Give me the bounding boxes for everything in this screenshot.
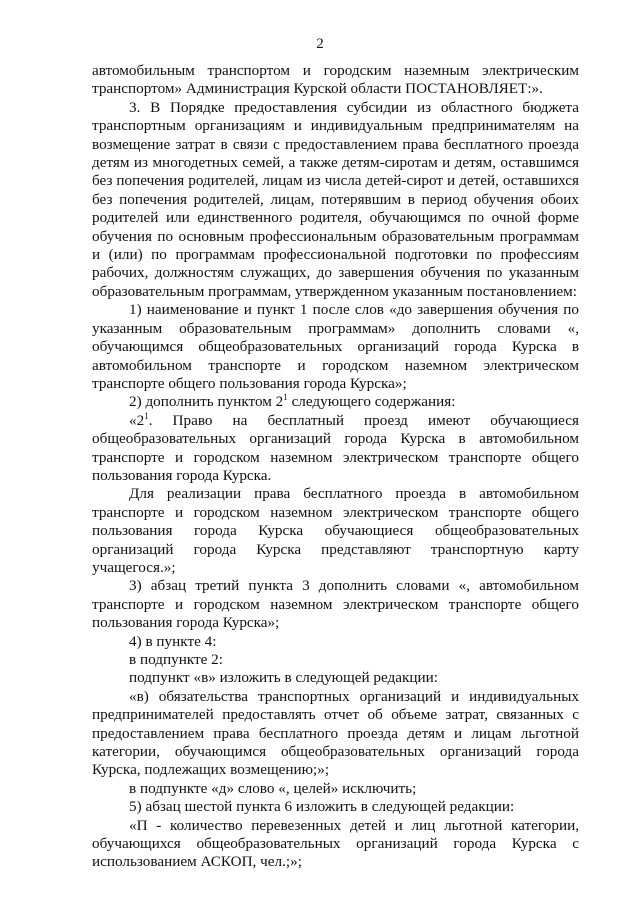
paragraph-implementation: Для реализации права бесплатного проезда в автомобильном транспорте и городском наземном электрическом транспорте общего пользования города Курска обучающиеся общеобразовательных организаций города Курска представляют транспортную карту учащегося.»; [92, 485, 579, 576]
superscript-1: 1 [144, 410, 149, 421]
paragraph-quote-v: «в) обязательства транспортных организаций и индивидуальных предпринимателей предоставлять отчет об объеме затрат, связанных с предоставлением права бесплатного проезда детям и лицам льготной категории, обучающимся общеобразовательных организаций города Курска, подлежащих возмещению;»; [92, 687, 579, 779]
paragraph-quote-p: «П - количество перевезенных детей и лиц льготной категории, обучающихся общеобразовательных организаций города Курска с использованием АСКОП, чел.;»; [92, 816, 579, 871]
paragraph-subsubitem-2: в подпункте 2: [129, 651, 223, 668]
paragraph-subitem-5: 5) абзац шестой пункта 6 изложить в следующей редакции: [129, 798, 515, 816]
paragraph-subitem-3: 3) абзац третий пункта 3 дополнить словами «, автомобильном транспорте и городском наземном электрическом транспорте общего пользования города Курска»; [92, 577, 579, 632]
page-number: 2 [316, 36, 324, 52]
paragraph-preamble-end: автомобильным транспортом и городским наземным электрическим транспортом» Администрация Курской области ПОСТАНОВЛЯЕТ:». [92, 62, 579, 98]
paragraph-subitem-2-text-end: следующего содержания: [287, 393, 456, 411]
document-body [92, 62, 579, 872]
paragraph-subsubitem-d: в подпункте «д» слово «, целей» исключить; [129, 779, 417, 797]
paragraph-point-2-1 [92, 412, 579, 486]
paragraph-subitem-2 [92, 393, 579, 411]
paragraph-subitem-2-text: 2) дополнить пунктом 2 [129, 393, 284, 411]
paragraph-point-2-1-text: . Право на бесплатный проезд имеют обучающиеся общеобразовательных организаций города Курска в автомобильном транспорте и городском наземном электрическом транспорте общего пользования города Курска. [92, 411, 579, 484]
superscript-1: 1 [283, 392, 288, 403]
paragraph-item-3: 3. В Порядке предоставления субсидии из областного бюджета транспортным организациям и индивидуальным предпринимателям на возмещение затрат в связи с предоставлением права бесплатного проезда детям из многодетных семей, а также детям-сиротам и детям, оставшимся без попечения родителей, лицам из числа детей-сирот и детей, оставшихся без попечения родителей, лицам, потерявшим в период обучения обоих родителей или единственного родителя, обучающимся по очной форме обучения по основным профессиональным образовательным программам и (или) по программам профессиональной подготовки по профессиям рабочих, должностям служащих, до завершения обучения по указанным образовательным программам, утвержденном указанным постановлением: [92, 98, 579, 300]
paragraph-subitem-4: 4) в пункте 4: [129, 632, 217, 650]
paragraph-point-2-1-lead: «2 [129, 411, 145, 429]
paragraph-subitem-1: 1) наименование и пункт 1 после слов «до завершения обучения по указанным образовательным программам» дополнить словами «, обучающимся общеобразовательных организаций города Курска в автомобильном транспорте и городском наземном электрическом транспорте общего пользования города Курска»; [92, 301, 579, 392]
paragraph-subsubitem-v: подпункт «в» изложить в следующей редакции: [129, 669, 438, 687]
